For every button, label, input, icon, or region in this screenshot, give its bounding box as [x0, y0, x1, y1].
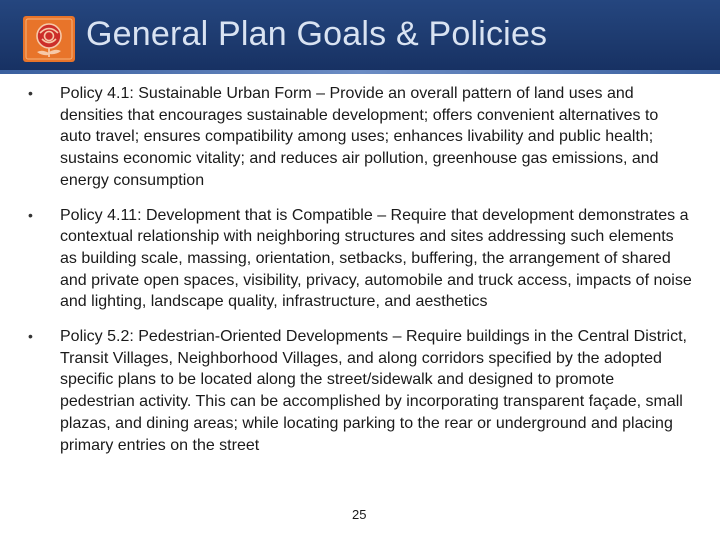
- header-divider: [0, 70, 720, 74]
- policy-text: Policy 4.1: Sustainable Urban Form – Provide an overall pattern of land uses and densities that encourages sustainable development; offers convenient alternatives to auto travel; ensures compatibility among uses; enhances livability and public health; sustains economic vitality; and reduces air pollution, greenhouse gas emissions, and energy consumption: [60, 85, 659, 189]
- rose-flower-icon: [23, 16, 75, 62]
- bullet-icon: •: [28, 328, 33, 345]
- page-number: 25: [352, 507, 367, 522]
- slide-header: [0, 0, 720, 70]
- policy-list: [28, 83, 692, 469]
- policy-item-5-2: [28, 326, 692, 456]
- policy-item-4-1: [28, 83, 692, 192]
- bullet-icon: •: [28, 85, 33, 101]
- policy-text: Policy 4.11: Development that is Compatible – Require that development demonstrates a contextual relationship with neighboring structures and sites addressing such elements as building scale, massing, orientation, setbacks, buffering, the arrangement of shared and private open spaces, visibility, privacy, automobile and truck access, impacts of noise and lighting, landscape quality, infrastructure, and aesthetics: [60, 206, 692, 311]
- slide-title: General Plan Goals & Policies: [86, 15, 548, 53]
- policy-item-4-11: [28, 205, 692, 314]
- policy-text: Policy 5.2: Pedestrian-Oriented Developments – Require buildings in the Central District, Transit Villages, Neighborhood Villages, and along corridors specified by the adopted specific plans to be located along the street/sidewalk and designed to promote pedestrian activity. This can be accomplished by incorporating transparent façade, small plazas, and dining areas; while locating parking to the rear or underground and placing primary entries on the street: [60, 328, 687, 454]
- bullet-icon: •: [28, 206, 33, 223]
